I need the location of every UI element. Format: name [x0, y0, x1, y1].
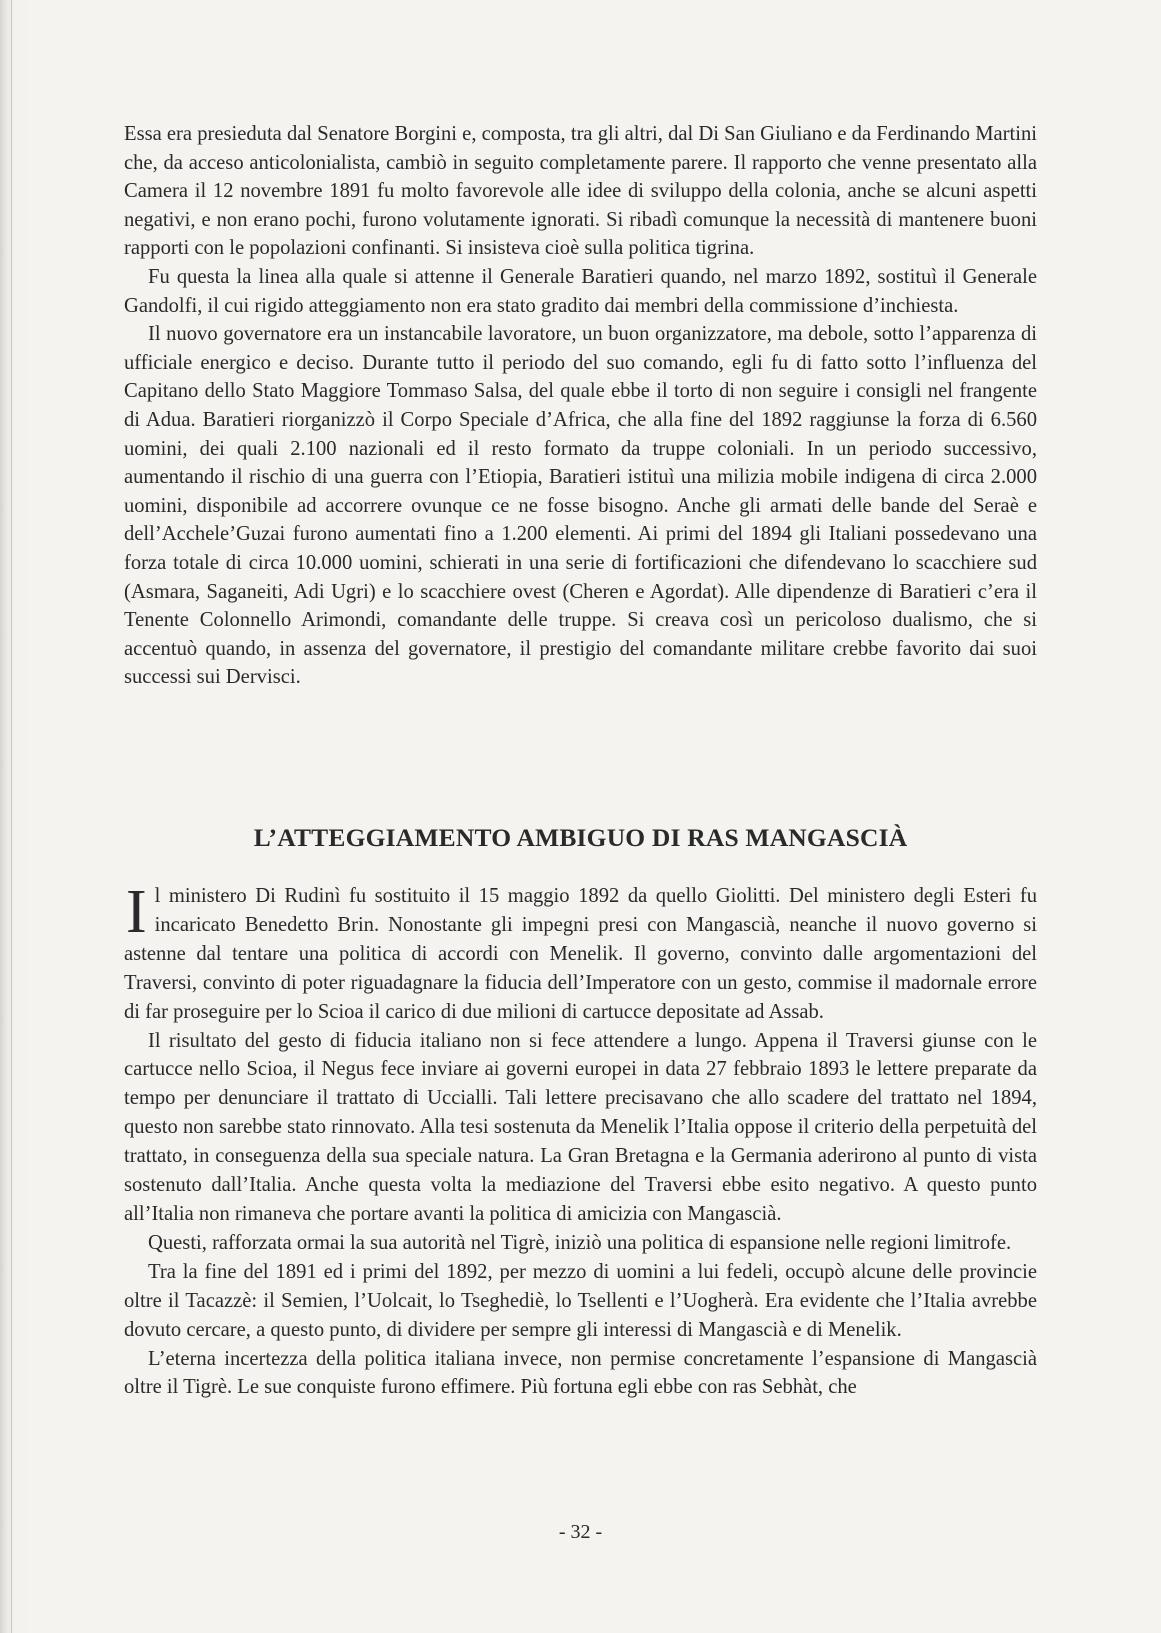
paragraph: Tra la fine del 1891 ed i primi del 1892, per mezzo di uomini a lui fedeli, occupò alcune delle provincie oltre il Tacazzè: il Semien, l’Uolcait, lo Tseghediè, lo Tsellenti e l’Uogherà. Era evidente che l’Italia avrebbe dovuto cercare, a questo punto, di dividere per sempre gli interessi di Mangascià e di Menelik.: [124, 1260, 1037, 1341]
paragraph-text: l ministero Di Rudinì fu sostituito il 15 maggio 1892 da quello Giolitti. Del ministero degli Esteri fu incaricato Benedetto Brin. Nonostante gli impegni presi con Mangascià, neanche il nuovo governo si astenne dal tentare una politica di accordi con Menelik. Il governo, convinto dalle argomentazioni del Traversi, convinto di poter riguadagnare la fiducia dell’Imperatore con un gesto, commise il madornale errore di far proseguire per lo Scioa il carico di due milioni di cartucce depositate ad Assab.: [124, 885, 1037, 1023]
page-body: [124, 120, 1037, 1399]
paragraph: Fu questa la linea alla quale si attenne il Generale Baratieri quando, nel marzo 1892, sostituì il Generale Gandolfi, il cui rigido atteggiamento non era stato gradito dai membri della commissione d’inchiesta.: [124, 265, 1037, 317]
paragraph: Il risultato del gesto di fiducia italiano non si fece attendere a lungo. Appena il Traversi giunse con le cartucce nello Scioa, il Negus fece inviare ai governi europei in data 27 febbraio 1893 le lettere preparate da tempo per denunciare il trattato di Uccialli. Tali lettere precisavano che allo scadere del trattato nel 1894, questo non sarebbe stato rinnovato. Alla tesi sostenuta da Menelik l’Italia oppose il criterio della perpetuità del trattato, in conseguenza della sua speciale natura. La Gran Bretagna e la Germania aderirono al punto di vista sostenuto dall’Italia. Anche questa volta la mediazione del Traversi ebbe esito negativo. A questo punto all’Italia non rimaneva che portare avanti la politica di amicizia con Mangascià.: [124, 1029, 1037, 1225]
drop-cap: I: [126, 878, 147, 946]
section-mangascia: [124, 878, 1037, 1402]
paragraph: Il nuovo governatore era un instancabile lavoratore, un buon organizzatore, ma debole, sotto l’apparenza di ufficiale energico e deciso. Durante tutto il periodo del suo comando, egli fu di fatto sotto l’influenza del Capitano dello Stato Maggiore Tommaso Salsa, del quale ebbe il torto di non seguire i consigli nel frangente di Adua. Baratieri riorganizzò il Corpo Speciale d’Africa, che alla fine del 1892 raggiunse la forza di 6.560 uomini, dei quali 2.100 nazionali ed il resto formato da truppe coloniali. In un periodo successivo, aumentando il rischio di una guerra con l’Etiopia, Baratieri istituì una milizia mobile indigena di circa 2.000 uomini, disponibile ad accorrere ovunque ce ne fosse bisogno. Anche gli armati delle bande del Seraè e dell’Acchele’Guzai furono aumentati fino a 1.200 elementi. Ai primi del 1894 gli Italiani possedevano una forza totale di circa 10.000 uomini, schierati in una serie di fortificazioni che difendevano lo scacchiere sud (Asmara, Saganeiti, Adi Ugri) e lo scacchiere ovest (Cheren e Agordat). Alle dipendenze di Baratieri c’era il Tenente Colonnello Arimondi, comandante delle truppe. Si creava così un pericoloso dualismo, che si accentuò quando, in assenza del governatore, il prestigio del comandante militare crebbe favorito dai suoi successi sui Dervisci.: [124, 323, 1037, 689]
page-number: - 32 -: [558, 1521, 603, 1543]
paragraph: Questi, rafforzata ormai la sua autorità nel Tigrè, iniziò una politica di espansione nelle regioni limitrofe.: [148, 1231, 1012, 1254]
section-intro: [124, 120, 1037, 692]
paragraph: Essa era presieduta dal Senatore Borgini e, composta, tra gli altri, dal Di San Giuliano e da Ferdinando Martini che, da acceso anticolonialista, cambiò in seguito completamente parere. Il rapporto che venne presentato alla Camera il 12 novembre 1891 fu molto favorevole alle idee di sviluppo della colonia, anche se alcuni aspetti negativi, e non erano pochi, furono volutamente ignorati. Si ribadì comunque la necessità di mantenere buoni rapporti con le popolazioni confinanti. Si insisteva cioè sulla politica tigrina.: [124, 123, 1037, 260]
section-heading: L’ATTEGGIAMENTO AMBIGUO DI RAS MANGASCIÀ: [253, 823, 908, 852]
binding-shadow: [0, 0, 30, 1633]
paragraph-with-dropcap: [124, 878, 1037, 1027]
paragraph: L’eterna incertezza della politica italiana invece, non permise concretamente l’espansione di Mangascià oltre il Tigrè. Le sue conquiste furono effimere. Più fortuna egli ebbe con ras Sebhàt, che: [124, 1347, 1037, 1399]
binding-line: [11, 0, 12, 1633]
